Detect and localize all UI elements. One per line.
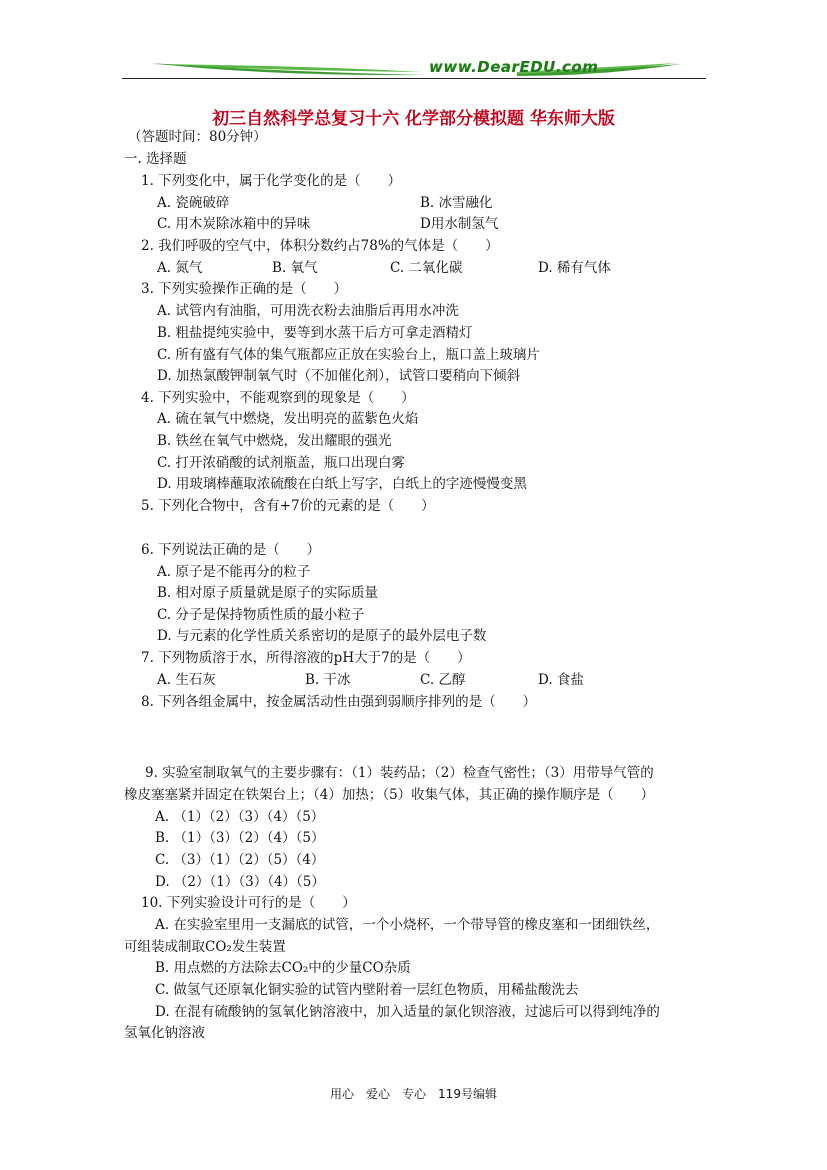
question-8-stem: 8. 下列各组金属中，按金属活动性由强到弱顺序排列的是（ ） — [141, 694, 537, 710]
question-9-stem-line-2: 橡皮塞塞紧并固定在铁架台上；（4）加热；（5）收集气体，其正确的操作顺序是（ ） — [124, 787, 655, 803]
question-2-option-a: A. 氮气 — [157, 260, 203, 276]
question-7-option-d: D. 食盐 — [538, 672, 584, 688]
question-10-option-a-line-1: A. 在实验室里用一支漏底的试管，一个小烧杯，一个带导管的橡皮塞和一团细铁丝， — [155, 917, 660, 933]
question-4-stem: 4. 下列实验中，不能观察到的现象是（ ） — [141, 390, 415, 406]
question-4-option-d: D. 用玻璃棒蘸取浓硫酸在白纸上写字，白纸上的字迹慢慢变黑 — [157, 476, 527, 492]
question-9-stem-line-1: 9. 实验室制取氧气的主要步骤有：（1）装药品；（2）检查气密性；（3）用带导气管的 — [145, 765, 654, 781]
question-10-option-d-line-1: D. 在混有硫酸钠的氢氧化钠溶液中，加入适量的氯化钡溶液，过滤后可以得到纯净的 — [155, 1004, 660, 1020]
question-4-option-b: B. 铁丝在氧气中燃烧，发出耀眼的强光 — [157, 433, 392, 449]
section-heading: 一. 选择题 — [124, 151, 187, 167]
header-rule — [122, 78, 706, 79]
question-3-stem: 3. 下列实验操作正确的是（ ） — [141, 281, 348, 297]
question-1-option-d: D用水制氢气 — [420, 216, 499, 232]
question-2-option-d: D. 稀有气体 — [538, 260, 611, 276]
question-10-option-d-line-2: 氢氧化钠溶液 — [124, 1025, 205, 1041]
question-3-option-c: C. 所有盛有气体的集气瓶都应正放在实验台上，瓶口盖上玻璃片 — [157, 347, 540, 363]
question-7-option-a: A. 生石灰 — [157, 672, 216, 688]
question-3-option-d: D. 加热氯酸钾制氧气时（不加催化剂），试管口要稍向下倾斜 — [157, 368, 521, 384]
question-3-option-a: A. 试管内有油脂，可用洗衣粉去油脂后再用水冲洗 — [157, 303, 459, 319]
page-title: 初三自然科学总复习十六 化学部分模拟题 华东师大版 — [212, 109, 615, 129]
question-2-stem: 2. 我们呼吸的空气中，体积分数约占78%的气体是（ ） — [141, 238, 499, 254]
question-1-stem: 1. 下列变化中，属于化学变化的是（ ） — [141, 173, 402, 189]
question-3-option-b: B. 粗盐提纯实验中，要等到水蒸干后方可拿走酒精灯 — [157, 325, 473, 341]
header-site-name: www.DearEDU.com — [429, 58, 599, 76]
question-6-option-a: A. 原子是不能再分的粒子 — [157, 564, 311, 580]
question-9-option-b: B. （1）（3）（2）（4）（5） — [155, 830, 325, 846]
question-6-stem: 6. 下列说法正确的是（ ） — [141, 542, 321, 558]
question-7-option-c: C. 乙醇 — [420, 672, 466, 688]
question-2-option-c: C. 二氧化碳 — [390, 260, 463, 276]
question-1-option-b: B. 冰雪融化 — [420, 195, 493, 211]
question-7-option-b: B. 干冰 — [305, 672, 351, 688]
question-9-option-d: D. （2）（1）（3）（4）（5） — [155, 874, 325, 890]
question-6-option-d: D. 与元素的化学性质关系密切的是原子的最外层电子数 — [157, 628, 487, 644]
time-note: （答题时间：80分钟） — [128, 129, 267, 145]
question-9-option-c: C. （3）（1）（2）（5）（4） — [155, 852, 325, 868]
page-footer: 用心 爱心 专心 119号编辑 — [330, 1087, 497, 1101]
question-1-option-a: A. 瓷碗破碎 — [157, 195, 230, 211]
question-10-option-b: B. 用点燃的方法除去CO₂中的少量CO杂质 — [155, 960, 411, 976]
question-6-option-b: B. 相对原子质量就是原子的实际质量 — [157, 585, 379, 601]
question-10-stem: 10. 下列实验设计可行的是（ ） — [141, 895, 356, 911]
question-2-option-b: B. 氧气 — [272, 260, 318, 276]
question-6-option-c: C. 分子是保持物质性质的最小粒子 — [157, 607, 365, 623]
question-10-option-c: C. 做氢气还原氧化铜实验的试管内壁附着一层红色物质，用稀盐酸洗去 — [155, 982, 579, 998]
question-9-option-a: A. （1）（2）（3）（4）（5） — [155, 809, 325, 825]
question-5-stem: 5. 下列化合物中，含有+7价的元素的是（ ） — [141, 498, 435, 514]
question-4-option-c: C. 打开浓硝酸的试剂瓶盖，瓶口出现白雾 — [157, 455, 405, 471]
question-1-option-c: C. 用木炭除冰箱中的异味 — [157, 216, 311, 232]
question-4-option-a: A. 硫在氧气中燃烧，发出明亮的蓝紫色火焰 — [157, 411, 419, 427]
question-10-option-a-line-2: 可组装成制取CO₂发生装置 — [124, 939, 286, 955]
question-7-stem: 7. 下列物质溶于水，所得溶液的pH大于7的是（ ） — [141, 650, 471, 666]
